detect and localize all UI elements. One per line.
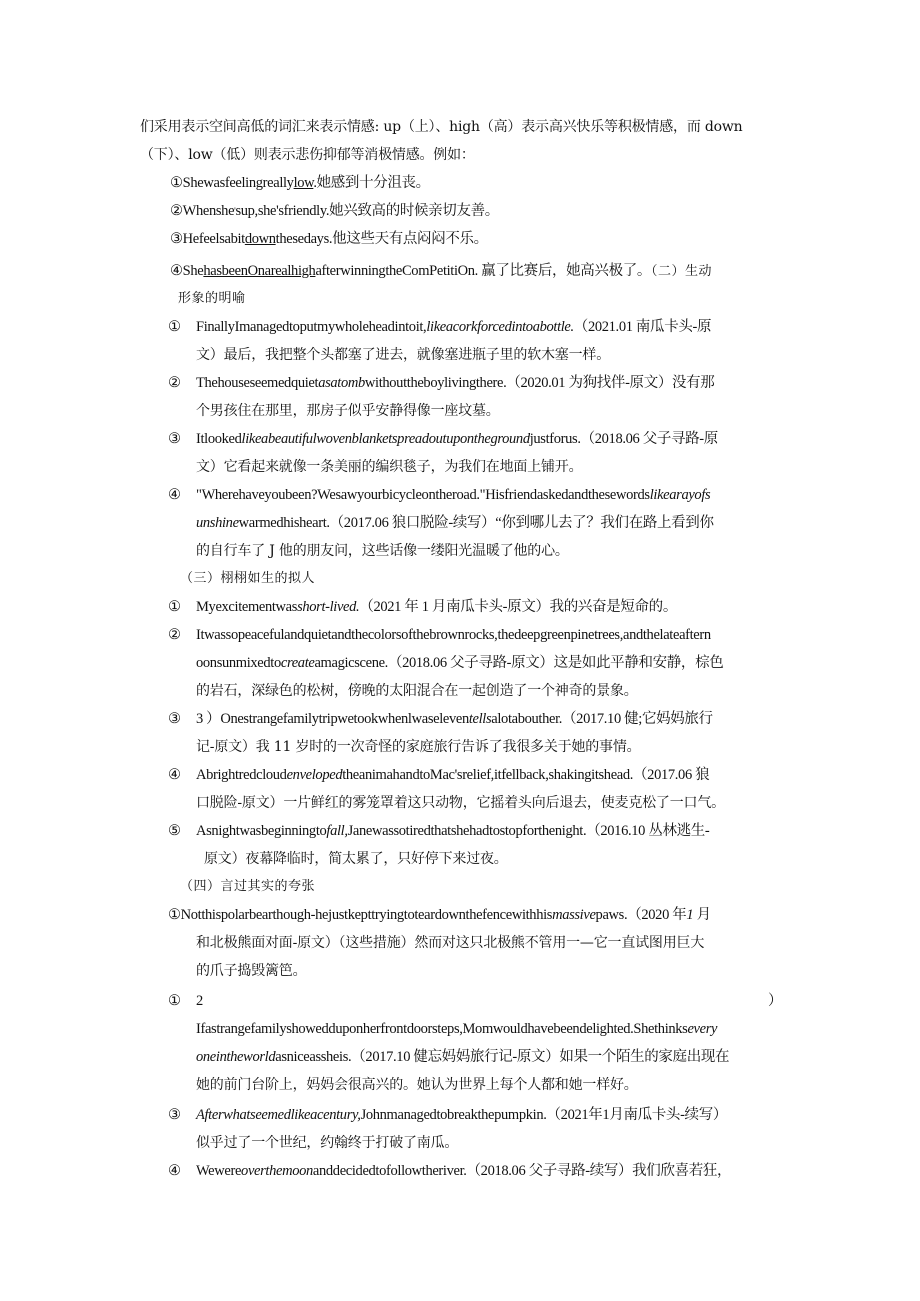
personification-5: ⑤ Asnightwasbeginningtofall,Janewassotiredthatshehadtostopforthenight.（2016.10 丛林逃生- (168, 823, 710, 839)
personification-2: ② Itwassopeacefulandquietandthecolorsofthebrownrocks,thedeepgreenpinetrees,andthelateaftern (168, 627, 711, 643)
item-number: ④ (170, 263, 183, 279)
hyperbole-3: ③ Afterwhatseemedlikeacentury,Johnmanagedtobreakthepumpkin.（2021年1月南瓜卡头-续写） (168, 1107, 727, 1123)
personification-4: ④ AbrightredcloudenvelopedtheanimahandtoMac'srelief,itfellback,shakingitshead.（2017.06 狼 (168, 767, 710, 783)
item-number: ① (170, 175, 183, 191)
simile-2-cont: 个男孩住在那里，那房子似乎安静得像一座坟墓。 (196, 403, 500, 419)
intro-line-2: （下）、low（低）则表示悲伤抑郁等消极情感。例如： (140, 147, 475, 163)
section-3-title: （三）栩栩如生的拟人 (180, 571, 316, 586)
simile-2: ② Thehouseseemedquietasatombwithouttheboylivingthere.（2020.01 为狗找伴-原文）没有那 (168, 375, 715, 391)
item-number: ③ (170, 231, 183, 247)
intro-line-1: 们采用表示空间高低的词汇来表示情感: up（上）、high（高）表示高兴快乐等积极情感，而 down (140, 119, 743, 135)
item-number: ② (170, 203, 183, 219)
simile-1: ① FinallyImanagedtoputmywholeheadintoit,likeacorkforcedintoabottle.（2021.01 南瓜卡头-原 (168, 319, 712, 335)
personification-4-cont: 口脱险-原文）一片鲜红的雾笼罩着这只动物，它摇着头向后退去，使麦克松了一口气。 (196, 795, 725, 811)
emotion-example-4: ④ShehasbeenOnarealhighafterwinningtheComPetitiOn. 赢了比赛后，她高兴极了。（二）生动 (170, 263, 713, 279)
simile-3-cont: 文）它看起来就像一条美丽的编织毯子，为我们在地面上铺开。 (196, 459, 583, 475)
simile-4-cont-2: 的自行车了 J 他的朋友问，这些话像一缕阳光温暖了他的心。 (196, 543, 569, 559)
personification-2-cont: oonsunmixedtocreateamagicscene.（2018.06 父子寻路-原文）这是如此平静和安静，棕色 (196, 655, 724, 671)
hyperbole-2-cont: oneintheworldasniceassheis.（2017.10 健忘妈妈旅行记-原文）如果一个陌生的家庭出现在 (196, 1049, 730, 1065)
personification-3: ③ 3 ）Onestrangefamilytripwetookwhenlwaseleventellsalotabouther.（2017.10 健;它妈妈旅行 (168, 711, 713, 727)
simile-3: ③ Itlookedlikeabeautifulwovenblanketspreadoutuponthegroundjustforus.（2018.06 父子寻路-原 (168, 431, 718, 447)
hyperbole-1: ①Notthispolarbearthough-hejustkepttryingtoteardownthefencewithhismassivepaws.（2020 年1 月 (168, 907, 711, 923)
personification-1: ① Myexcitementwasshort-lived.（2021 年 1 月南瓜卡头-原文）我的兴奋是短命的。 (168, 599, 677, 615)
hyperbole-2: Ifastrangefamilyshowedduponherfrontdoorsteps,Momwouldhavebeendelighted.Shethinksevery (196, 1021, 718, 1037)
personification-3-cont: 记-原文）我 11 岁时的一次奇怪的家庭旅行告诉了我很多关于她的事情。 (196, 739, 641, 755)
hyperbole-3-cont: 似乎过了一个世纪，约翰终于打破了南瓜。 (196, 1135, 459, 1151)
hyperbole-2-bracket: ） (768, 993, 783, 1009)
personification-2-cont-2: 的岩石，深绿色的松树，傍晚的太阳混合在一起创造了一个神奇的景象。 (196, 683, 638, 699)
section-2-title-cont: 形象的明喻 (178, 291, 246, 306)
emotion-example-2: ②Whenshe'sup,she'sfriendly.她兴致高的时候亲切友善。 (170, 203, 499, 219)
personification-5-cont: 原文）夜幕降临时，简太累了，只好停下来过夜。 (204, 851, 508, 867)
simile-4: ④ "Wherehaveyoubeen?Wesawyourbicycleontheroad."Hisfriendaskedandthesewordslikearayofs (168, 487, 711, 503)
emotion-example-3: ③Hefeelsabitdownthesedays.他这些天有点闷闷不乐。 (170, 231, 488, 247)
section-4-title: （四）言过其实的夸张 (180, 879, 316, 894)
simile-1-cont: 文）最后，我把整个头都塞了进去，就像塞进瓶子里的软木塞一样。 (196, 347, 610, 363)
hyperbole-2-number: ① 2 (168, 993, 203, 1009)
section-2-title-part: （二）生动 (651, 264, 713, 279)
simile-4-cont: unshinewarmedhisheart.（2017.06 狼口脱险-续写）“你到哪儿去了？我们在路上看到你 (196, 515, 714, 531)
hyperbole-1-cont-2: 的爪子捣毁篱笆。 (196, 963, 307, 979)
emotion-example-1: ①Shewasfeelingreallylow.她感到十分沮丧。 (170, 175, 430, 191)
hyperbole-1-cont: 和北极熊面对面-原文）（这些措施）然而对这只北极熊不管用一—它一直试图用巨大 (196, 935, 705, 951)
hyperbole-2-cont-2: 她的前门台阶上，妈妈会很高兴的。她认为世界上每个人都和她一样好。 (196, 1077, 638, 1093)
hyperbole-4: ④ Wewereoverthemoonanddecidedtofollowtheriver.（2018.06 父子寻路-续写）我们欣喜若狂， (168, 1163, 732, 1179)
